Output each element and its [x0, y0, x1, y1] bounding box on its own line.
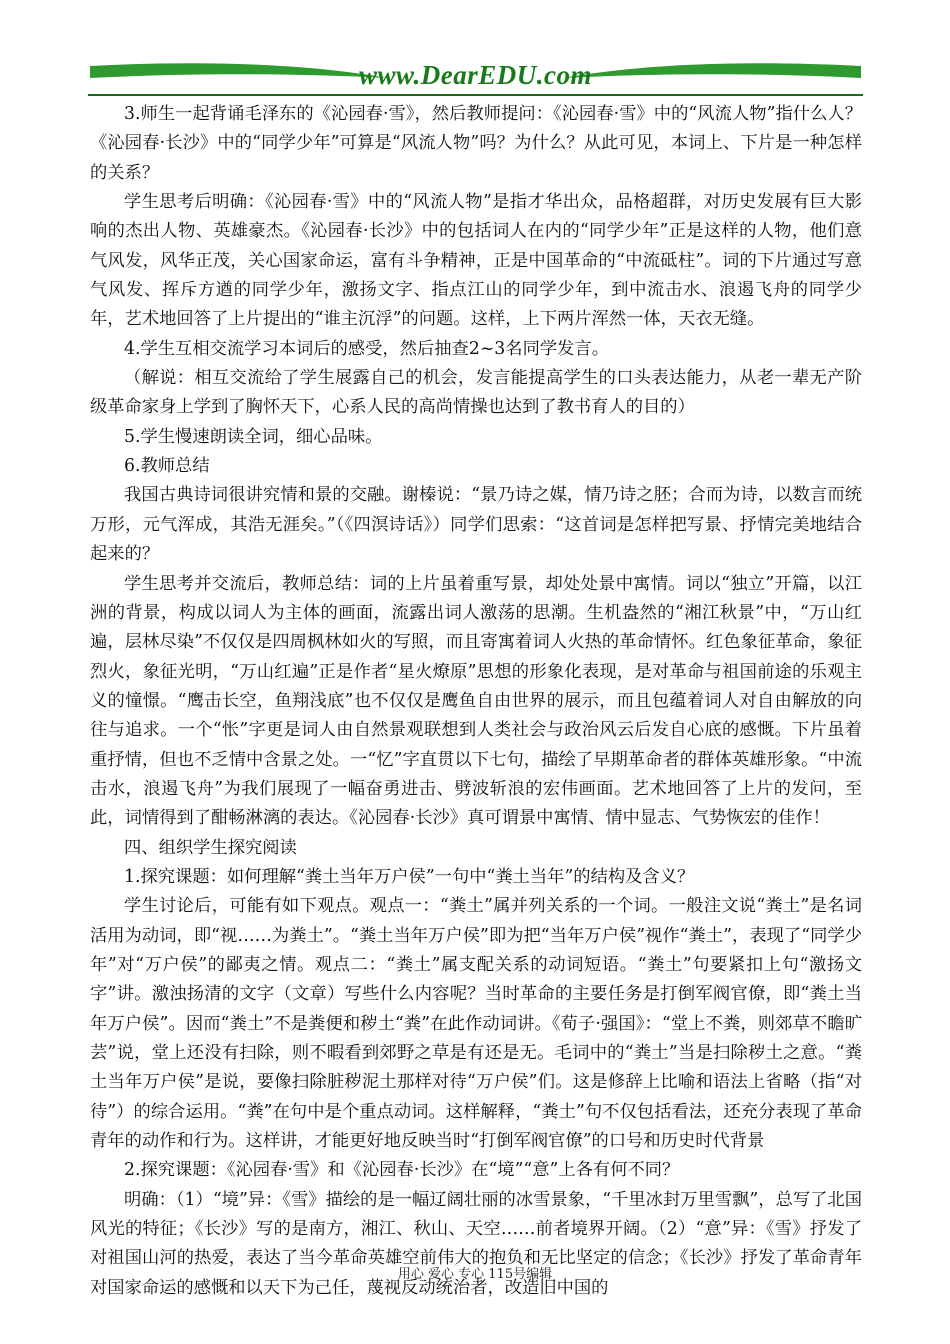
- paragraph: （解说：相互交流给了学生展露自己的机会，发言能提高学生的口头表达能力，从老一辈无产阶级革命家身上学到了胸怀天下，心系人民的高尚情操也达到了教书育人的目的）: [90, 368, 862, 418]
- paragraph: 4.学生互相交流学习本词后的感受，然后抽查2~3名同学发言。: [124, 338, 609, 359]
- section-heading: 四、组织学生探究阅读: [124, 837, 297, 858]
- paragraph: 学生讨论后，可能有如下观点。观点一：“粪土”属并列关系的一个词。一般注文说“粪土”是名词活用为动词，即“视……为粪土”。“粪土当年万户侯”即为把“当年万户侯”视作“粪土”，表现了“同学少年”对“万户侯”的鄙夷之情。观点二：“粪土”属支配关系的动词短语。“粪土”句要紧扣上句“激扬文字”讲。激浊扬清的文字（文章）写些什么内容呢？当时革命的主要任务是打倒军阀官僚，即“粪土当年万户侯”。因而“粪土”不是粪便和秽土“粪”在此作动词讲。《荀子·强国》：“堂上不粪，则郊草不瞻旷芸”说，堂上还没有扫除，则不暇看到郊野之草是有还是无。毛词中的“粪土”当是扫除秽土之意。“粪土当年万户侯”是说，要像扫除脏秽泥土那样对待“万户侯”们。这是修辞上比喻和语法上省略（指“对待”）的综合运用。“粪”在句中是个重点动词。这样解释，“粪土”句不仅包括看法，还充分表现了革命青年的动作和行为。这样讲，才能更好地反映当时“打倒军阀官僚”的口号和历史时代背景: [90, 896, 862, 1152]
- paragraph: 学生思考后明确：《沁园春·雪》中的“风流人物”是指才华出众，品格超群，对历史发展有巨大影响的杰出人物、英雄豪杰。《沁园春·长沙》中的包括词人在内的“同学少年”正是这样的人物，他们意气风发，风华正茂，关心国家命运，富有斗争精神，正是中国革命的“中流砥柱”。词的下片通过写意气风发、挥斥方遒的同学少年，激扬文字、指点江山的同学少年，到中流击水、浪遏飞舟的同学少年，艺术地回答了上片提出的“谁主沉浮”的问题。这样，上下两片浑然一体，天衣无缝。: [90, 192, 862, 330]
- paragraph: 我国古典诗词很讲究情和景的交融。谢榛说：“景乃诗之媒，情乃诗之胚；合而为诗，以数言而统万形，元气浑成，其浩无涯矣。”（《四溟诗话》）同学们思索：“这首词是怎样把写景、抒情完美地结合起来的？: [90, 485, 862, 565]
- paragraph: 学生思考并交流后，教师总结：词的上片虽着重写景，却处处景中寓情。词以“独立”开篇，以江洲的背景，构成以词人为主体的画面，流露出词人激荡的思潮。生机盎然的“湘江秋景”中，“万山红遍，层林尽染”不仅仅是四周枫林如火的写照，而且寄寓着词人火热的革命情怀。红色象征革命，象征烈火，象征光明，“万山红遍”正是作者“星火燎原”思想的形象化表现，是对革命与祖国前途的乐观主义的憧憬。“鹰击长空，鱼翔浅底”也不仅仅是鹰鱼自由世界的展示，而且包蕴着词人对自由解放的向往与追求。一个“怅”字更是词人由自然景观联想到人类社会与政治风云后发自心底的感慨。下片虽着重抒情，但也不乏情中含景之处。一“忆”字直贯以下七句，描绘了早期革命者的群体英雄形象。“中流击水，浪遏飞舟”为我们展现了一幅奋勇进击、劈波斩浪的宏伟画面。艺术地回答了上片的发问，至此，词情得到了酣畅淋漓的表达。《沁园春·长沙》真可谓景中寓情、情中显志、气势恢宏的佳作！: [90, 573, 862, 829]
- paragraph: 2.探究课题：《沁园春·雪》和《沁园春·长沙》在“境”“意”上各有何不同？: [124, 1160, 680, 1181]
- paragraph: 1.探究课题：如何理解“粪土当年万户侯”一句中“粪土当年”的结构及含义？: [124, 866, 695, 887]
- document-body: [90, 100, 862, 1303]
- page-footer: 用心 爱心 专心 115号编辑: [397, 1267, 553, 1282]
- section-heading: 6.教师总结: [124, 456, 210, 477]
- paragraph: 3.师生一起背诵毛泽东的《沁园春·雪》，然后教师提问：《沁园春·雪》中的“风流人物”指什么人？《沁园春·长沙》中的“同学少年”可算是“风流人物”吗？为什么？从此可见，本词上、下片是一种怎样的关系？: [90, 104, 862, 183]
- site-logo[interactable]: www.DearEDU.com: [358, 60, 592, 90]
- paragraph: 5.学生慢速朗读全词，细心品味。: [124, 426, 383, 447]
- site-header: [88, 58, 863, 98]
- paragraph: 明确：（1）“境”异：《雪》描绘的是一幅辽阔壮丽的冰雪景象，“千里冰封万里雪飘”，总写了北国风光的特征；《长沙》写的是南方，湘江、秋山、天空……前者境界开阔。（2）“意”异：《雪》抒发了对祖国山河的热爱，表达了当今革命英雄空前伟大的抱负和无比坚定的信念；《长沙》抒发了革命青年对国家命运的感慨和以天下为己任，蔑视反动统治者，改造旧中国的: [90, 1189, 862, 1298]
